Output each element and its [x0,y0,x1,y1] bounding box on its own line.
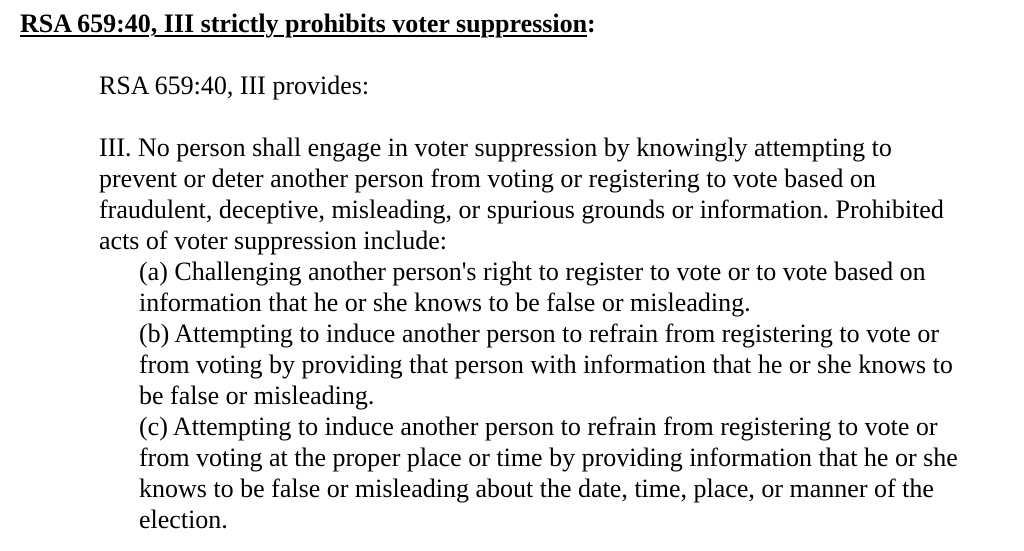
clause-line: (c) Attempting to induce another person to refrain from registering to vote or [139,412,938,441]
statute-line: fraudulent, deceptive, misleading, or spurious grounds or information. Prohibited [99,195,944,224]
section-heading [20,8,596,40]
statute-text [99,132,999,535]
heading-colon: : [587,9,596,38]
clause-line: (a) Challenging another person's right to register to vote or to vote based on [139,257,926,286]
statute-line: III. No person shall engage in voter suppression by knowingly attempting to [99,133,892,162]
clause-line: from voting at the proper place or time by providing information that he or she [139,443,958,472]
clause-line: from voting by providing that person with information that he or she knows to [139,350,953,379]
statute-line: prevent or deter another person from voting or registering to vote based on [99,164,876,193]
clause-line: (b) Attempting to induce another person to refrain from registering to vote or [139,319,939,348]
clause-line: information that he or she knows to be false or misleading. [139,288,751,317]
clause-a [99,256,999,318]
clause-line: be false or misleading. [139,381,375,410]
clause-b [99,318,999,411]
clause-line: knows to be false or misleading about the date, time, place, or manner of the [139,474,934,503]
intro-sentence: RSA 659:40, III provides: [99,71,370,100]
heading-title: RSA 659:40, III strictly prohibits voter suppression [20,9,588,38]
clause-c [99,411,999,535]
clause-line: election. [139,505,228,534]
statute-line: acts of voter suppression include: [99,226,448,255]
